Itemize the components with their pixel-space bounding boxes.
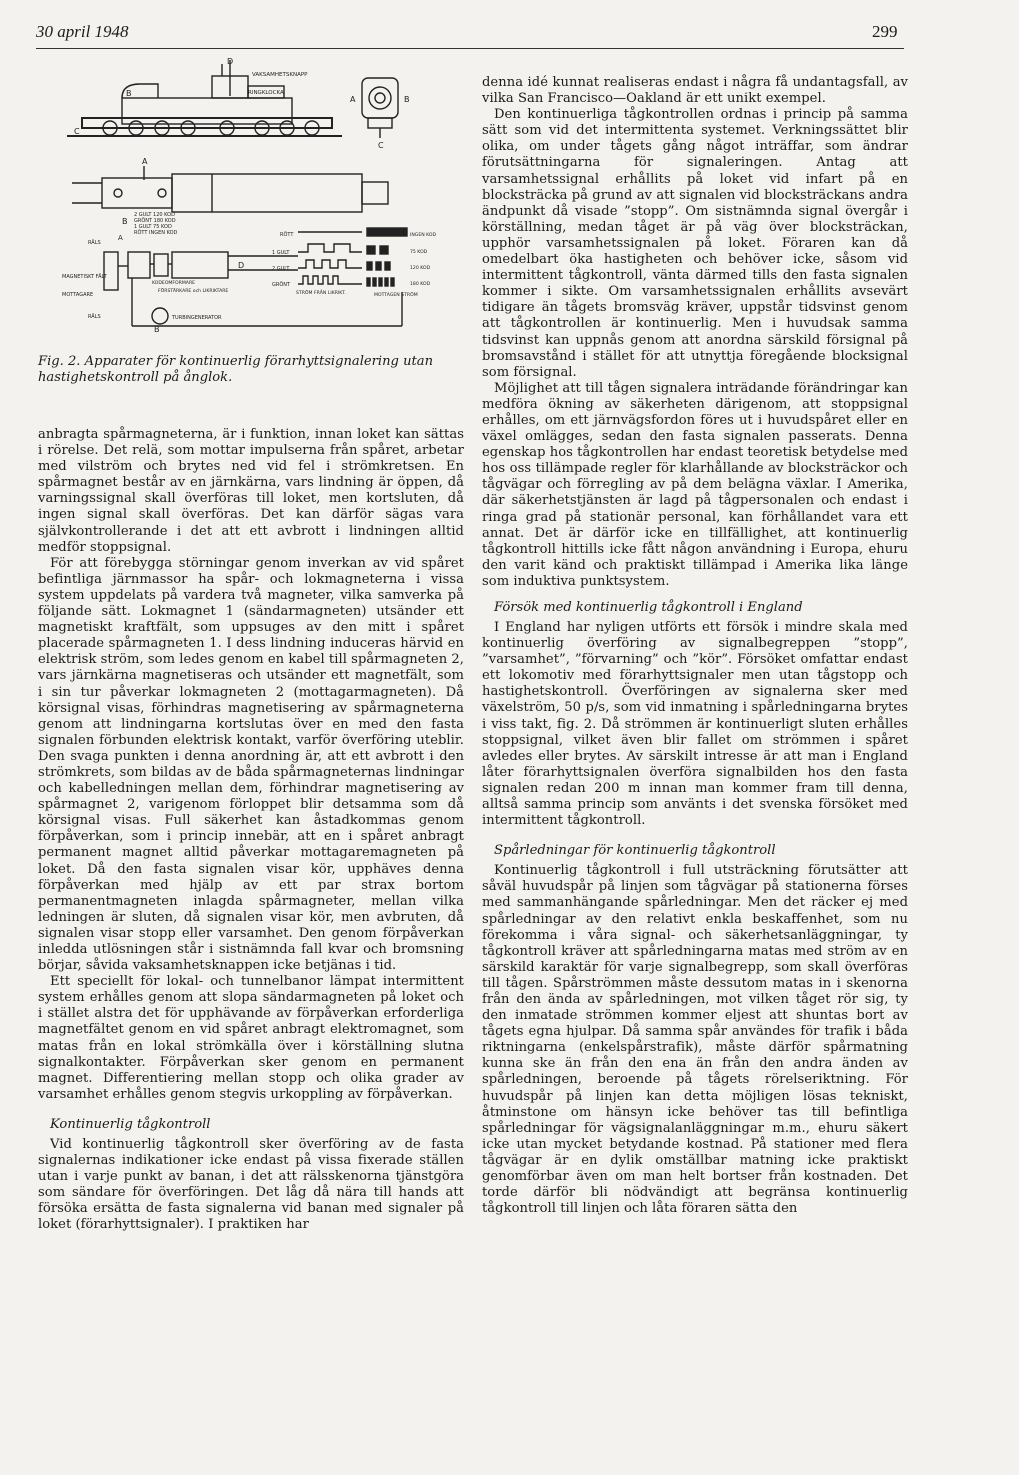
left-para-2: För att förebygga störningar genom inverkan av vid spåret befintliga järnmassor ha spår- och lokmagneterna i vissa system uppdelats på vardera två magneter, vilka samverka på följande sätt. Lokmagnet 1 (sändarmagneten) utsänder ett magnetiskt kraftfält, som uppsuges av den mitt i spåret placerade spårmagneten 1. I dess lindning induceras härvid en elektrisk ström, som ledes genom en kabel till spårmagneten 2, vars järnkärna magnetiseras och utsänder ett magnetfält, som i sin tur påverkar lokmagneten 2 (mottagarmagneten). Då körsignal visas, förhindras magnetisering av spårmagneterna genom att lindningarna kortslutas över en med den fasta signalen förbunden elektrisk kontakt, varför överföring uteblir. Den svaga punkten i denna anordning är, att ett avbrott i den strömkrets, som bildas av de båda spårmagneternas lindningar och kabelledningen mellan dem, förhindrar magnetisering av spårmagnet 2, varigenom förloppet blir detsamma som då körsignal visas. Full säkerhet kan åstadkommas genom förpåverkan, som i princip innebär, att en i spåret anbragt permanent magnet alltid påverkar mottagaremagneten på loket. Då den fasta signalen visar kör, upphäves denna förpåverkan med hjälp av ett par strax bortom permanentmagneten inlagda spårmagneter, mellan vilka ledningen är sluten, då signalen visar kör, men avbruten, då signalen visar stopp eller varsamhet. Den genom förpåverkan inledda utlösningen står i sistnämnda fall kvar och bromsning börjar, såvida vaksamhetsknappen icke betjänas i tid. (38, 555, 464, 974)
svg-text:2 GULT 120 KOD: 2 GULT 120 KOD (134, 212, 175, 218)
header-rule (36, 48, 904, 49)
svg-text:2 GULT: 2 GULT (272, 266, 290, 272)
left-column (38, 427, 464, 1234)
svg-text:RÖTT INGEN KOD: RÖTT INGEN KOD (134, 230, 178, 236)
svg-text:1 GULT 75 KOD: 1 GULT 75 KOD (134, 224, 172, 230)
circuit-diagram (62, 212, 437, 334)
section-heading-kontinuerlig: Kontinuerlig tågkontroll (50, 1116, 211, 1132)
label-b-front: B (404, 95, 410, 104)
section-heading-sparledningar: Spårledningar för kontinuerlig tågkontroll (494, 843, 776, 859)
svg-text:120 KOD: 120 KOD (410, 266, 431, 271)
svg-text:STRÖM FRÅN LIKRIKT.: STRÖM FRÅN LIKRIKT. (296, 291, 346, 296)
label-b-top: B (126, 89, 132, 98)
locomotive-plan-view (72, 157, 388, 212)
svg-text:TURBINGENERATOR: TURBINGENERATOR (172, 315, 222, 321)
right-para-4: I England har nyligen utförts ett försök i mindre skala med kontinuerlig överföring av signalbegreppen ”stopp”, ”varsamhet”, ”förvarning” och ”kör”. Försöket omfattar endast ett lokomotiv med förarhyttsignaler men utan tågstopp och hastighetskontroll. Överföringen av signalerna sker med växelström, 50 p/s, som vid inmatning i spårledningarna brytes i viss takt, fig. 2. Då strömmen är kontinuerligt sluten erhålles stoppsignal, vilket även blir fallet om strömmen i spåret avledes eller brytes. Av särskilt intresse är att man i England låter förarhyttsignalen överföra signalbilden hos den fasta signalen redan 200 m innan man kommer fram till denna, alltså samma princip som använts i det svenska försöket med intermittent tågkontroll. (482, 620, 908, 829)
label-vaksamhetsknapp: VAKSAMHETSKNAPP (252, 72, 308, 78)
right-para-5: Kontinuerlig tågkontroll i full utsträckning förutsätter att såväl huvudspår på linjen som tågvägar på stationerna förses med sammanhängande spårledningar. Men det räcker ej med spårledningar av den relativt enkla beskaffenhet, som nu förekomma i våra signal- och säkerhetsanläggningar, ty tågkontroll kräver att spårledningarna matas med ström av en särskild karaktär för varje signalbegrepp, som skall överföras till tågen. Spårströmmen måste dessutom matas in i skenorna från den ända av spårledningen, mot vilken tåget rör sig, ty den inmatade strömmen kommer eljest att shuntas bort av tågets egna hjulpar. Då samma spår användes för trafik i båda riktningarna (enkelspårstrafik), måste därför spårmatning kunna ske än från den ena än från den andra änden av spårledningen, beroende på tågets rörelseriktning. För huvudspår på linjen kan detta möjligen lösas tekniskt, åtminstone om hänsyn icke behöver tas till befintliga spårledningar för vägsignalanläggningar m.m., ehuru säkert icke utan mycket betydande kostnad. På stationer med flera tågvägar är en dylik omställbar matning icke praktiskt genomförbar även om man helt bortser från kostnaden. Det torde därför bli nödvändigt att begränsa kontinuerlig tågkontroll till linjen och låta föraren sätta den (482, 863, 908, 1217)
right-column (482, 75, 908, 1217)
svg-text:MOTTAGEN STRÖM: MOTTAGEN STRÖM (374, 293, 418, 298)
left-para-3: Ett speciellt för lokal- och tunnelbanor lämpat intermittent system erhålles genom att slopa sändarmagneten på loket och i stället alstra det för upphävande av förpåverkan erforderliga magnetfältet genom en vid spåret anbragt elektromagnet, som matas från en lokal strömkälla över i körställning slutna signalkontakter. Förpåverkan sker genom en permanent magnet. Differentiering mellan stopp och olika grader av varsamhet erhålles genom stegvis urkoppling av förpåverkan. (38, 974, 464, 1102)
svg-text:D: D (238, 261, 245, 270)
svg-text:75 KOD: 75 KOD (410, 250, 428, 255)
svg-text:A: A (142, 157, 148, 166)
locomotive-front-view (350, 78, 410, 150)
locomotive-side-view (67, 57, 342, 136)
section-heading-england: Försök med kontinuerlig tågkontroll i England (494, 600, 803, 615)
svg-text:A: A (118, 234, 123, 242)
svg-text:INGEN KOD: INGEN KOD (410, 233, 437, 238)
label-a-front: A (350, 95, 356, 104)
right-para-1: denna idé kunnat realiseras endast i några få undantagsfall, av vilka San Francisco—Oakland är ett unikt exempel. (482, 75, 908, 107)
svg-text:RÖTT: RÖTT (280, 232, 294, 238)
running-header-date: 30 april 1948 (36, 22, 129, 41)
figure-caption: Fig. 2. Apparater för kontinuerlig förarhyttsignalering utan hastighetskontroll på ånglok. (38, 354, 434, 385)
label-c-front: C (378, 141, 384, 150)
label-d: D (227, 57, 234, 66)
right-para-3: Möjlighet att till tågen signalera inträdande förändringar kan medföra ökning av säkerheten därigenom, att stoppsignal erhålles, om ett järnvägsfordon föres ut i huvudspåret eller en växel omlägges, sedan den fasta signalen passerats. Denna egenskap hos tågkontrollen har endast teoretisk betydelse med hos oss tillämpade regler för klarhållande av blocksträckor och tågvägar och förregling av på dem belägna växlar. I Amerika, där säkerhetstjänsten är lagd på tågpersonalen och endast i ringa grad på stationär personal, kan förhållandet vara ett annat. Det är därför icke en tillfällighet, att kontinuerlig tågkontroll hittills icke fått någon användning i Europa, ehuru den varit känd och praktiskt tillämpad i Amerika lika länge som induktiva punktsystem. (482, 380, 909, 589)
locomotive-diagram (62, 56, 437, 342)
page-number: 299 (872, 22, 898, 41)
svg-text:180 KOD: 180 KOD (410, 282, 431, 287)
svg-text:RÄLS: RÄLS (88, 314, 101, 320)
label-ringklocka: RINGKLOCKA (248, 90, 284, 96)
svg-text:MOTTAGARE: MOTTAGARE (62, 292, 94, 298)
left-para-4: Vid kontinuerlig tågkontroll sker överföring av de fasta signalernas indikationer icke endast på vissa fixerade ställen utan i varje punkt av banan, i det att rälsskenorna tjänstgöra som sändare för överföringen. Det låg då nära till hands att försöka ersätta de fasta signalerna vid banan med signaler på loket (förarhyttsignaler). I praktiken har (38, 1136, 464, 1233)
svg-text:RÄLS: RÄLS (88, 240, 101, 246)
right-para-2: Den kontinuerliga tågkontrollen ordnas i princip på samma sätt som vid det intermittenta systemet. Verkningssättet blir olika, om under tågets gång något inträffar, som ändrar förutsättningarna för signaleringen. Antag att varsamhetssignal erhållits på loket vid infart på en blocksträcka på grund av att signalen vid blocksträckans andra ändpunkt då visade ”stopp”. Om sistnämnda signal övergår i körställning, medan tåget är på väg över blocksträckan, upphör varsamhetssignalen på loket. Föraren kan då omedelbart öka hastigheten och behöver icke, såsom vid intermittent tågkontroll, vänta därmed tills den fasta signalen kommer i sikte. Om varsamhetssignalen erhållits avsevärt tidigare än tågets bromsväg kräver, uppstår tidsvinst genom att tågkontrollen är kontinuerlig. Men i huvudsak samma tidsvinst kan uppnås genom att anordna särskild försignal på bromsavstånd i stället för att utnyttja föregående blocksignal som försignal. (482, 107, 908, 380)
svg-text:GRÖNT 180 KOD: GRÖNT 180 KOD (134, 218, 176, 224)
svg-text:GRÖNT: GRÖNT (272, 282, 291, 288)
svg-text:1 GULT: 1 GULT (272, 250, 290, 256)
svg-text:FÖRSTÄRKARE och LIKRIKTARE: FÖRSTÄRKARE och LIKRIKTARE (158, 289, 229, 294)
svg-text:MAGNETISKT FÄLT: MAGNETISKT FÄLT (62, 274, 107, 280)
svg-text:B: B (122, 217, 128, 226)
left-para-1: anbragta spårmagneterna, är i funktion, innan loket kan sättas i rörelse. Det relä, som mottar impulserna från spåret, arbetar med vilström och brytes ned vid fel i strömkretsen. En spårmagnet består av en järnkärna, vars lindning är öppen, då varningssignal skall överföras till loket, men kortsluten, då ingen signal skall överföras. Det kan därför sägas vara självkontrollerande i det att ett avbrott i lindningen alltid medför stoppsignal. (38, 427, 464, 555)
label-c-left: C (74, 127, 80, 136)
svg-text:B: B (154, 325, 160, 334)
svg-text:KODEOMFORMARE: KODEOMFORMARE (152, 281, 196, 286)
